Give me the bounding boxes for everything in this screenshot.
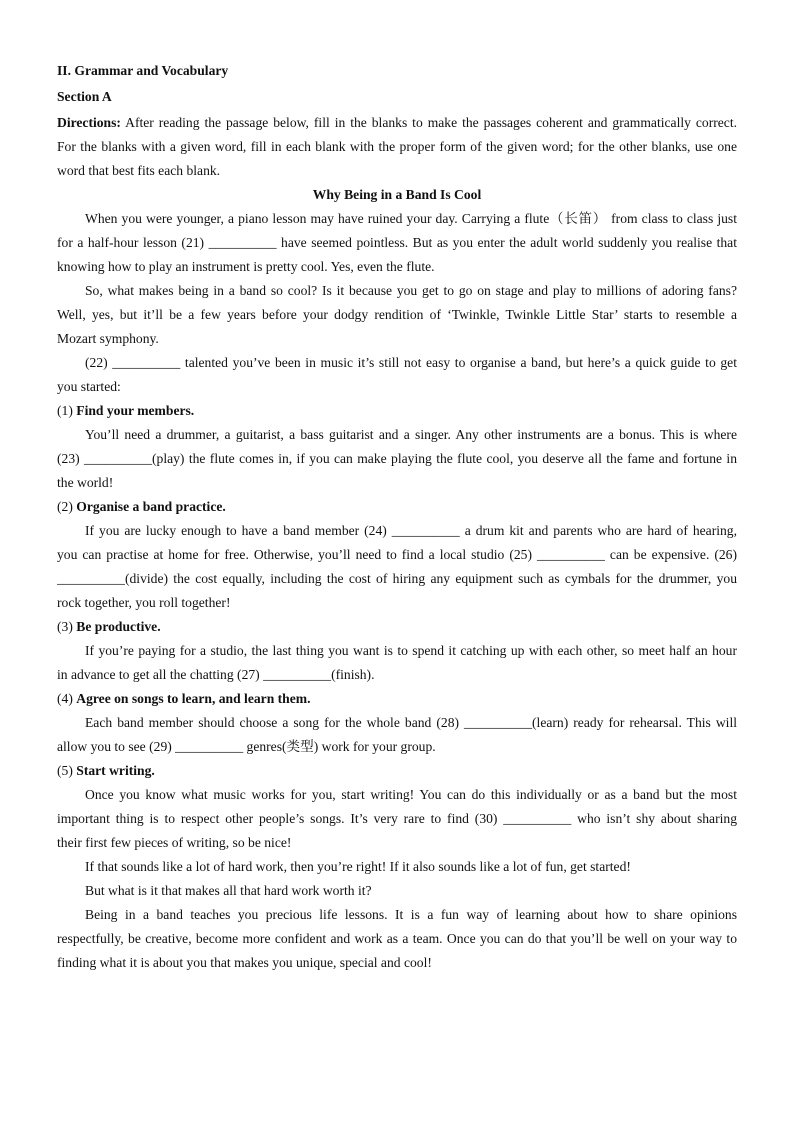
step-4-heading: (4) Agree on songs to learn, and learn them.: [57, 691, 311, 706]
directions-line-2: For the blanks with a given word, fill in each blank with the proper form of the given word; for the other blanks, use one: [57, 139, 737, 154]
paragraph-2: So, what makes being in a band so cool? Is it because you get to go on stage and play to millions of adoring fans? Well, yes, but it’ll be a few years before your dodgy rendition of ‘Twinkle, Twinkle Little Star’ starts to resemble a Mozart symphony.: [57, 283, 737, 346]
step-1-heading: (1) Find your members.: [57, 403, 195, 418]
step-3: (3) Be productive. If you’re paying for a studio, the last thing you want is to spend it catching up with each other, so meet half an hour in advance to get all the chatting (27) __________(finish).: [57, 615, 737, 687]
section-heading: II. Grammar and Vocabulary: [57, 63, 229, 78]
paragraph-1: When you were younger, a piano lesson may have ruined your day. Carrying a flute（长笛） from class to class just for a half-hour lesson (21) __________ have seemed pointless. But as you enter the adult world suddenly you realise that knowing how to play an instrument is pretty cool. Yes, even the flute.: [57, 211, 737, 274]
directions-block: [57, 111, 737, 183]
passage-title: Why Being in a Band Is Cool: [312, 187, 482, 202]
paragraph-5: But what is it that makes all that hard work worth it?: [85, 883, 372, 898]
directions-line-3: word that best fits each blank.: [57, 163, 221, 178]
step-4: (4) Agree on songs to learn, and learn them. Each band member should choose a song for the whole band (28) __________(learn) ready for rehearsal. This will allow you to see (29) __________ genres(类型) work for your group.: [57, 687, 737, 759]
step-2-heading: (2) Organise a band practice.: [57, 499, 226, 514]
step-1: (1) Find your members. You’ll need a drummer, a guitarist, a bass guitarist and a singer. Any other instruments are a bonus. This is where (23) __________(play) the flute comes in, if you can make playing the flute cool, you deserve all the fame and fortune in the world!: [57, 399, 737, 495]
step-5: (5) Start writing. Once you know what music works for you, start writing! You can do this individually or as a band but the most important thing is to respect other people’s songs. It’s very rare to find (30) __________ who isn’t shy about sharing their first few pieces of writing, so be nice!: [57, 759, 737, 855]
step-3-heading: (3) Be productive.: [57, 619, 161, 634]
step-2: (2) Organise a band practice. If you are lucky enough to have a band member (24) __________ a drum kit and parents who are hard of hearing, you can practise at home for free. Otherwise, you’ll need to find a local studio (25) __________ can be expensive. (26) __________(divide) the cost equally, including the cost of hiring any equipment such as cymbals for the drummer, you rock together, you roll together!: [57, 495, 737, 615]
directions-label: Directions:: [57, 115, 121, 130]
paragraph-4: If that sounds like a lot of hard work, then you’re right! If it also sounds like a lot of fun, get started!: [85, 859, 631, 874]
paragraph-6: Being in a band teaches you precious life lessons. It is a fun way of learning about how to share opinions respectfully, be creative, become more confident and work as a team. Once you can do that you’ll be well on your way to finding what it is about you that makes you unique, special and cool!: [57, 907, 737, 970]
directions-line-1: Directions: After reading the passage below, fill in the blanks to make the passages coherent and grammatically correct.: [57, 115, 737, 130]
step-5-heading: (5) Start writing.: [57, 763, 155, 778]
paragraph-3: (22) __________ talented you’ve been in music it’s still not easy to organise a band, but here’s a quick guide to get you started:: [57, 355, 737, 394]
section-subheading: Section A: [57, 89, 112, 104]
